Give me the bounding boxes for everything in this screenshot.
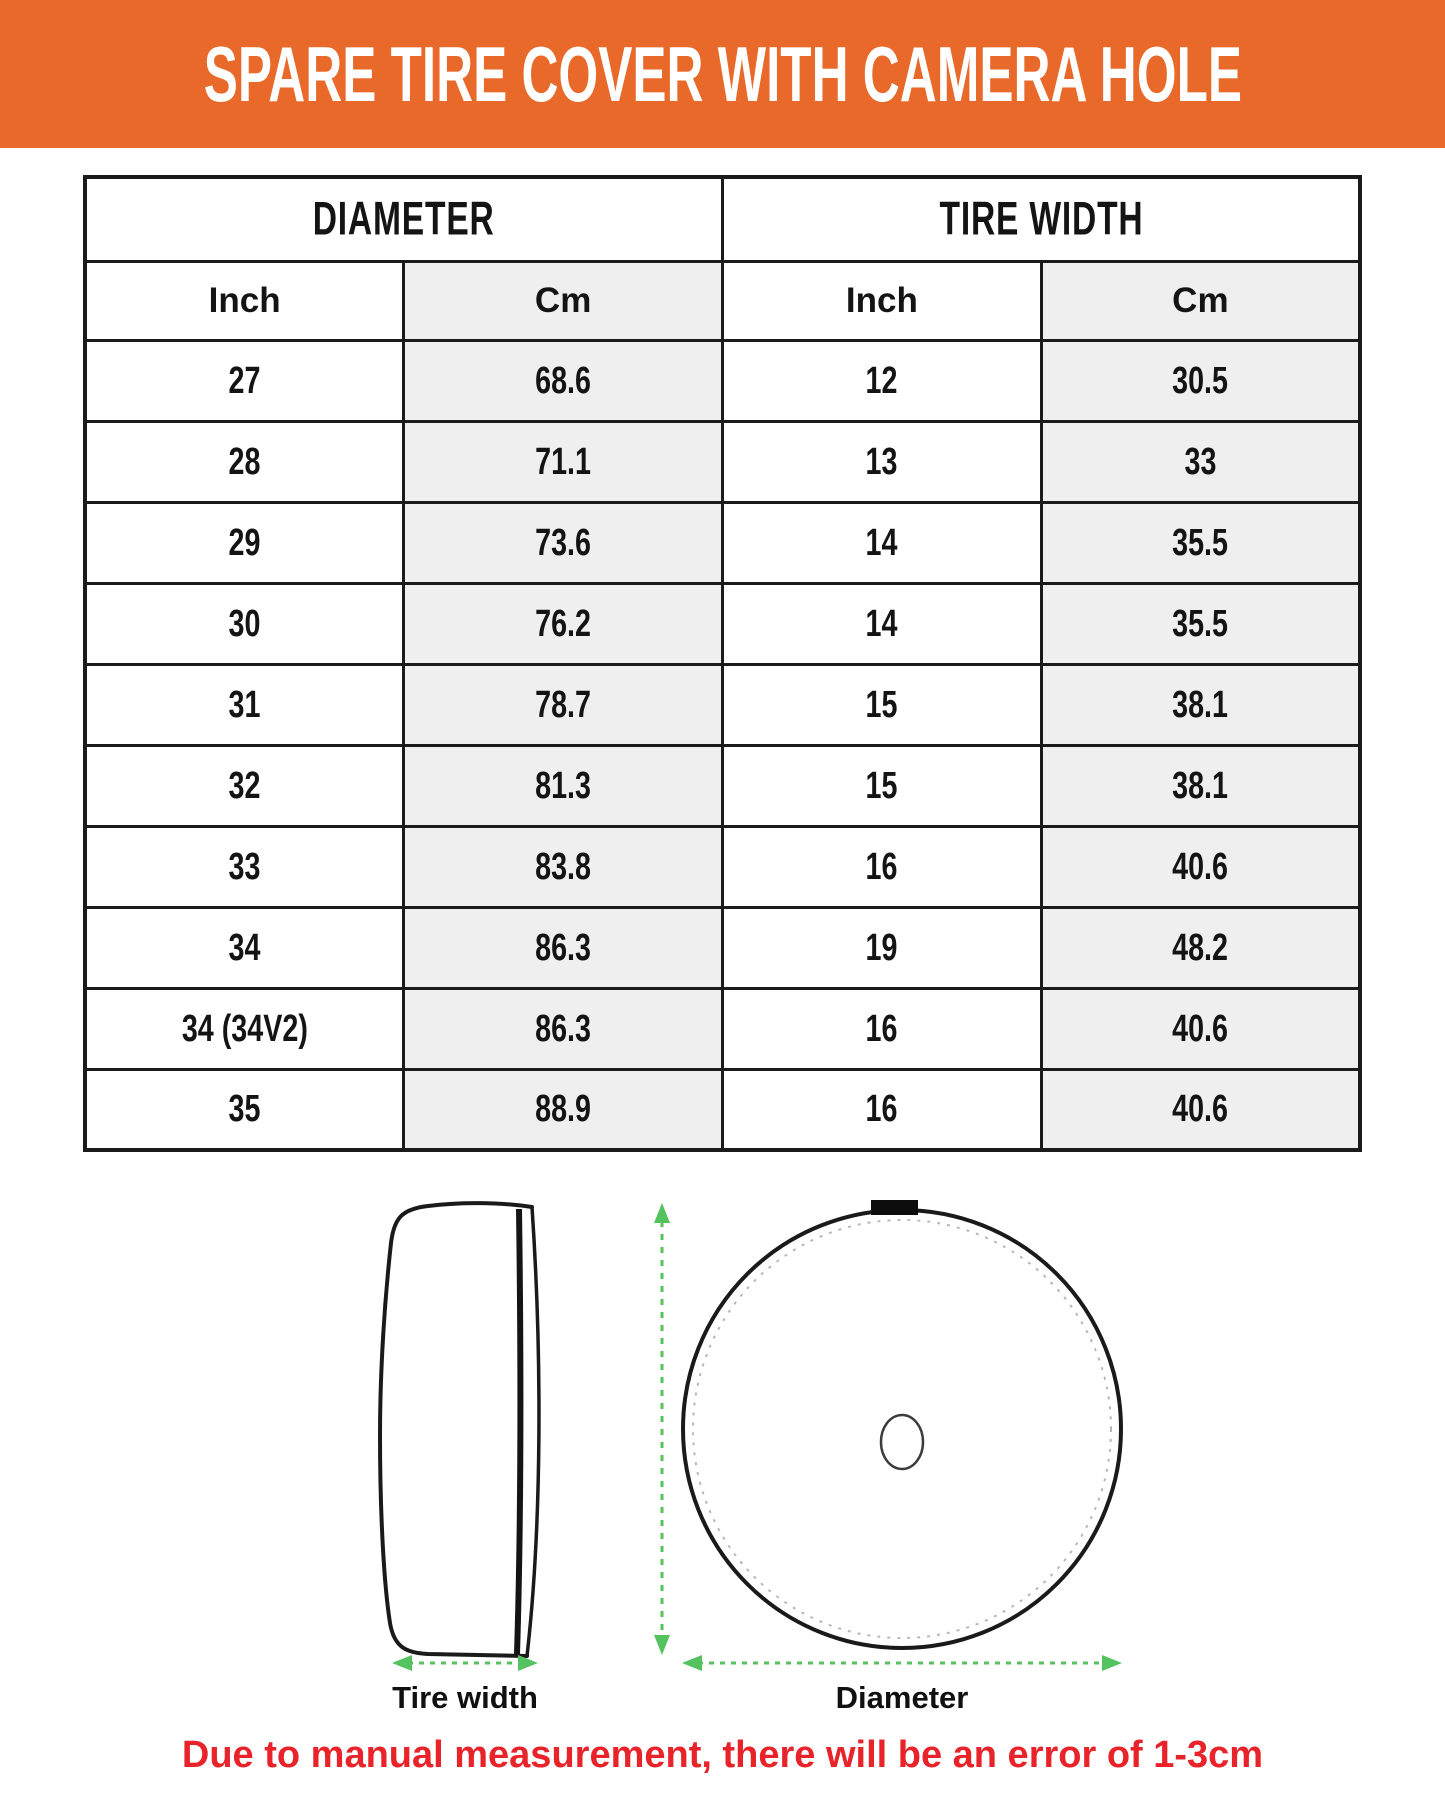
header-banner: [0, 0, 1445, 148]
group-header-tire-width-label: TIRE WIDTH: [939, 192, 1143, 246]
camera-hole-top-marker: [871, 1200, 918, 1215]
table-row: [85, 502, 1360, 583]
tire-front-view: [683, 1200, 1121, 1648]
table-row: [85, 664, 1360, 745]
table-row: [85, 745, 1360, 826]
cell-cm-value: 71.1: [404, 421, 723, 502]
cell-inch-value: 14: [723, 583, 1042, 664]
cell-cm-value: 35.5: [1041, 583, 1360, 664]
cell-inch-value: 16: [723, 988, 1042, 1069]
tire-diagram: [320, 1195, 1160, 1740]
cell-inch-value: 33: [85, 826, 404, 907]
cell-inch-value: 13: [723, 421, 1042, 502]
arrowhead-right-icon: [1102, 1655, 1122, 1671]
cell-cm-value: 30.5: [1041, 340, 1360, 421]
group-header-diameter: [85, 177, 723, 261]
cell-cm-value: 40.6: [1041, 1069, 1360, 1150]
tire-width-label: Tire width: [392, 1680, 538, 1715]
cell-cm-value: 86.3: [404, 988, 723, 1069]
page-title: SPARE TIRE COVER WITH CAMERA HOLE: [203, 30, 1242, 118]
cell-inch-value: 14: [723, 502, 1042, 583]
group-header-diameter-label: DIAMETER: [313, 192, 495, 246]
table-row: [85, 1069, 1360, 1150]
cell-cm-value: 38.1: [1041, 664, 1360, 745]
diameter-arrow-vertical: [654, 1203, 670, 1655]
cell-cm-value: 68.6: [404, 340, 723, 421]
subheader-diameter-inch: Inch: [85, 261, 404, 340]
cell-cm-value: 88.9: [404, 1069, 723, 1150]
cell-cm-value: 40.6: [1041, 826, 1360, 907]
arrowhead-left-icon: [392, 1655, 412, 1671]
group-header-tire-width: [723, 177, 1361, 261]
table-row: [85, 583, 1360, 664]
cell-inch-value: 30: [85, 583, 404, 664]
side-view-seam-line: [517, 1209, 520, 1654]
cell-cm-value: 81.3: [404, 745, 723, 826]
cell-inch-value: 29: [85, 502, 404, 583]
cell-cm-value: 78.7: [404, 664, 723, 745]
cell-cm-value: 38.1: [1041, 745, 1360, 826]
table-row: [85, 421, 1360, 502]
camera-hole: [881, 1415, 923, 1469]
size-table: [83, 175, 1362, 1152]
cell-cm-value: 40.6: [1041, 988, 1360, 1069]
cell-cm-value: 33: [1041, 421, 1360, 502]
cell-inch-value: 15: [723, 745, 1042, 826]
cell-cm-value: 73.6: [404, 502, 723, 583]
cell-inch-value: 34: [85, 907, 404, 988]
subheader-diameter-cm: Cm: [404, 261, 723, 340]
table-group-header-row: [85, 177, 1360, 261]
cell-inch-value: 31: [85, 664, 404, 745]
table-row: [85, 988, 1360, 1069]
cell-inch-value: 15: [723, 664, 1042, 745]
cell-inch-value: 34 (34V2): [85, 988, 404, 1069]
cell-inch-value: 12: [723, 340, 1042, 421]
cell-inch-value: 35: [85, 1069, 404, 1150]
table-subheader-row: [85, 261, 1360, 340]
size-table-container: [83, 175, 1362, 1152]
cell-inch-value: 19: [723, 907, 1042, 988]
measurement-disclaimer: Due to manual measurement, there will be an error of 1-3cm: [181, 1734, 1264, 1776]
arrowhead-up-icon: [654, 1203, 670, 1223]
cell-inch-value: 16: [723, 1069, 1042, 1150]
table-row: [85, 340, 1360, 421]
table-row: [85, 826, 1360, 907]
arrowhead-left-icon: [682, 1655, 702, 1671]
cell-cm-value: 48.2: [1041, 907, 1360, 988]
tire-side-view: [380, 1203, 539, 1656]
size-table-body: [85, 340, 1360, 1150]
side-view-outer-edge: [527, 1207, 539, 1656]
cell-inch-value: 16: [723, 826, 1042, 907]
cell-inch-value: 27: [85, 340, 404, 421]
side-view-outline: [380, 1203, 532, 1656]
subheader-width-inch: Inch: [723, 261, 1042, 340]
table-row: [85, 907, 1360, 988]
subheader-width-cm: Cm: [1041, 261, 1360, 340]
cell-cm-value: 86.3: [404, 907, 723, 988]
diameter-arrow-horizontal: [682, 1655, 1122, 1671]
arrowhead-down-icon: [654, 1635, 670, 1655]
diameter-label: Diameter: [835, 1680, 969, 1715]
cell-cm-value: 83.8: [404, 826, 723, 907]
cell-cm-value: 76.2: [404, 583, 723, 664]
cell-inch-value: 28: [85, 421, 404, 502]
cell-cm-value: 35.5: [1041, 502, 1360, 583]
cell-inch-value: 32: [85, 745, 404, 826]
